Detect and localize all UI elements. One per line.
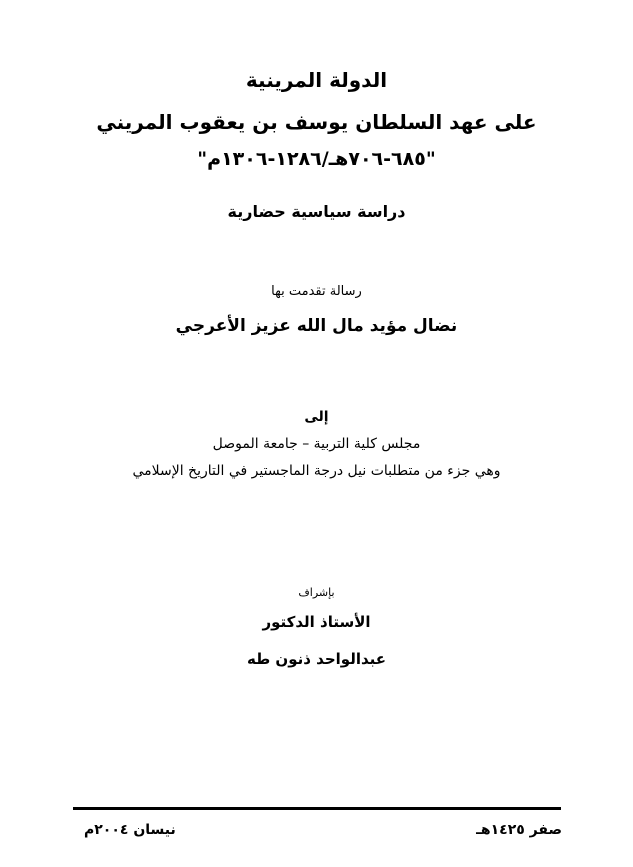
footer-divider	[73, 807, 561, 810]
thesis-title-line-1: الدولة المرينية	[245, 68, 388, 92]
author-name: نضال مؤيد مال الله عزيز الأعرجي	[175, 316, 458, 336]
footer-hijri-date: صفر ١٤٢٥هـ	[476, 822, 562, 838]
supervisor-name: عبدالواحد ذنون طه	[246, 650, 387, 668]
submission-intro: رسالة تقدمت بها	[271, 284, 362, 299]
supervision-label: بإشراف	[298, 586, 335, 599]
recipient-council: مجلس كلية التربية – جامعة الموصل	[212, 436, 421, 452]
supervisor-title: الأستاذ الدكتور	[262, 613, 371, 631]
thesis-title-dates: "٦٨٥-٧٠٦هـ/١٢٨٦-١٣٠٦م"	[197, 148, 436, 170]
thesis-title-line-2: على عهد السلطان يوسف بن يعقوب المريني	[96, 110, 537, 134]
footer-gregorian-date: نيسان ٢٠٠٤م	[84, 822, 176, 838]
recipient-to: إلى	[304, 409, 329, 425]
degree-purpose: وهي جزء من متطلبات نيل درجة الماجستير في التاريخ الإسلامي	[132, 463, 501, 479]
thesis-subtitle: دراسة سياسية حضارية	[227, 202, 406, 221]
